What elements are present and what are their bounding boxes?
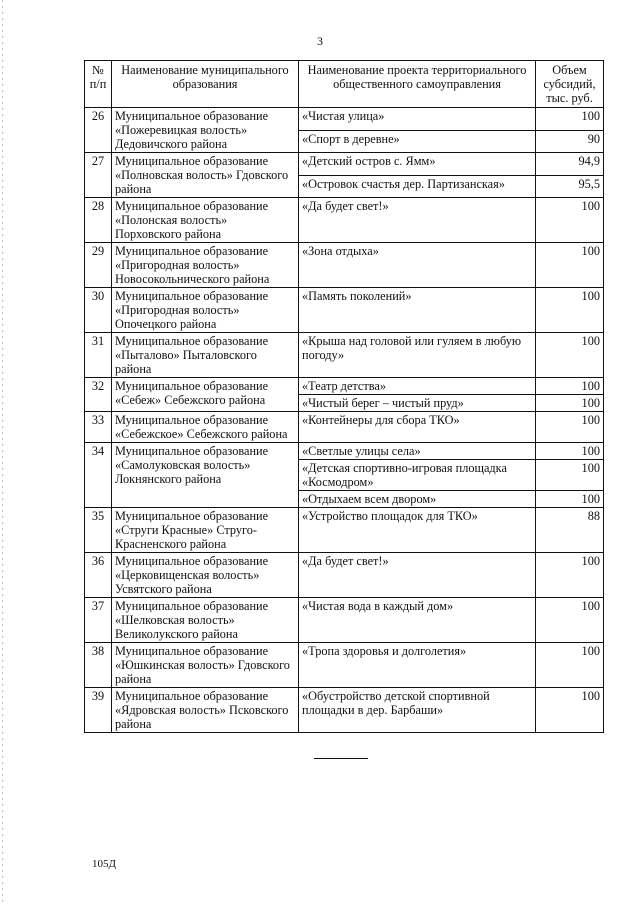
municipality-name: Муниципальное образование «Пыталово» Пыталовского района: [112, 333, 299, 378]
table-row: [85, 198, 604, 243]
subsidy-amount: 88: [536, 508, 604, 553]
subsidy-amount: 100: [536, 553, 604, 598]
table-header-row: [85, 61, 604, 108]
row-number: 26: [85, 108, 112, 153]
subsidy-amount: 100: [536, 108, 604, 131]
subsidy-amount: 100: [536, 378, 604, 395]
subsidy-amount: 100: [536, 198, 604, 243]
project-title: «Отдыхаем всем двором»: [299, 491, 536, 508]
row-number: 30: [85, 288, 112, 333]
project-title: «Светлые улицы села»: [299, 443, 536, 460]
scan-edge-marks: [2, 0, 3, 905]
project-title: «Да будет свет!»: [299, 198, 536, 243]
subsidy-amount: 100: [536, 288, 604, 333]
table-row: [85, 333, 604, 378]
project-title: «Детская спортивно-игровая площадка «Космодром»: [299, 460, 536, 491]
project-title: «Детский остров с. Ямм»: [299, 153, 536, 176]
table-row: [85, 688, 604, 733]
table-body: [85, 108, 604, 733]
row-number: 29: [85, 243, 112, 288]
table-row: [85, 598, 604, 643]
row-number: 37: [85, 598, 112, 643]
subsidy-table: [84, 60, 604, 733]
table-row: [85, 643, 604, 688]
row-number: 35: [85, 508, 112, 553]
project-title: «Контейнеры для сбора ТКО»: [299, 412, 536, 443]
project-title: «Память поколений»: [299, 288, 536, 333]
subsidy-amount: 100: [536, 598, 604, 643]
table-row: [85, 108, 604, 131]
subsidy-amount: 95,5: [536, 175, 604, 198]
project-title: «Да будет свет!»: [299, 553, 536, 598]
subsidy-amount: 100: [536, 243, 604, 288]
header-municipality: Наименование муниципального образования: [112, 61, 299, 108]
table-row: [85, 153, 604, 176]
subsidy-amount: 100: [536, 460, 604, 491]
row-number: 34: [85, 443, 112, 508]
municipality-name: Муниципальное образование «Церковищенская волость» Усвятского района: [112, 553, 299, 598]
municipality-name: Муниципальное образование «Себежское» Себежского района: [112, 412, 299, 443]
project-title: «Тропа здоровья и долголетия»: [299, 643, 536, 688]
project-title: «Обустройство детской спортивной площадки в дер. Барбаши»: [299, 688, 536, 733]
project-title: «Чистый берег – чистый пруд»: [299, 395, 536, 412]
page-number: 3: [317, 34, 323, 48]
municipality-name: Муниципальное образование «Юшкинская волость» Гдовского района: [112, 643, 299, 688]
row-number: 36: [85, 553, 112, 598]
row-number: 38: [85, 643, 112, 688]
municipality-name: Муниципальное образование «Пригородная волость» Опочецкого района: [112, 288, 299, 333]
subsidy-amount: 90: [536, 130, 604, 153]
municipality-name: Муниципальное образование «Себеж» Себежского района: [112, 378, 299, 412]
row-number: 27: [85, 153, 112, 198]
project-title: «Чистая улица»: [299, 108, 536, 131]
table-row: [85, 288, 604, 333]
table-row: [85, 553, 604, 598]
subsidy-amount: 100: [536, 333, 604, 378]
row-number: 28: [85, 198, 112, 243]
municipality-name: Муниципальное образование «Струги Красные» Струго-Красненского района: [112, 508, 299, 553]
municipality-name: Муниципальное образование «Пожеревицкая волость» Дедовичского района: [112, 108, 299, 153]
row-number: 33: [85, 412, 112, 443]
project-title: «Крыша над головой или гуляем в любую погоду»: [299, 333, 536, 378]
municipality-name: Муниципальное образование «Полновская волость» Гдовского района: [112, 153, 299, 198]
subsidy-amount: 100: [536, 443, 604, 460]
project-title: «Устройство площадок для ТКО»: [299, 508, 536, 553]
table-row: [85, 243, 604, 288]
project-title: «Театр детства»: [299, 378, 536, 395]
subsidy-amount: 100: [536, 395, 604, 412]
table-row: [85, 508, 604, 553]
subsidy-amount: 100: [536, 491, 604, 508]
subsidy-amount: 100: [536, 643, 604, 688]
table-row: [85, 378, 604, 395]
municipality-name: Муниципальное образование «Шелковская волость» Великолукского района: [112, 598, 299, 643]
header-amount: Объем субсидий, тыс. руб.: [536, 61, 604, 108]
subsidy-amount: 100: [536, 688, 604, 733]
municipality-name: Муниципальное образование «Самолуковская волость» Локнянского района: [112, 443, 299, 508]
table-row: [85, 412, 604, 443]
footer-code: 105Д: [92, 858, 117, 870]
project-title: «Чистая вода в каждый дом»: [299, 598, 536, 643]
project-title: «Зона отдыха»: [299, 243, 536, 288]
project-title: «Островок счастья дер. Партизанская»: [299, 175, 536, 198]
project-title: «Спорт в деревне»: [299, 130, 536, 153]
municipality-name: Муниципальное образование «Полонская волость» Порховского района: [112, 198, 299, 243]
row-number: 39: [85, 688, 112, 733]
row-number: 32: [85, 378, 112, 412]
municipality-name: Муниципальное образование «Ядровская волость» Псковского района: [112, 688, 299, 733]
subsidy-amount: 100: [536, 412, 604, 443]
row-number: 31: [85, 333, 112, 378]
municipality-name: Муниципальное образование «Пригородная волость» Новосокольнического района: [112, 243, 299, 288]
separator-line: [314, 758, 368, 759]
table-row: [85, 443, 604, 460]
subsidy-amount: 94,9: [536, 153, 604, 176]
header-project: Наименование проекта территориального общественного самоуправления: [299, 61, 536, 108]
header-num: № п/п: [85, 61, 112, 108]
